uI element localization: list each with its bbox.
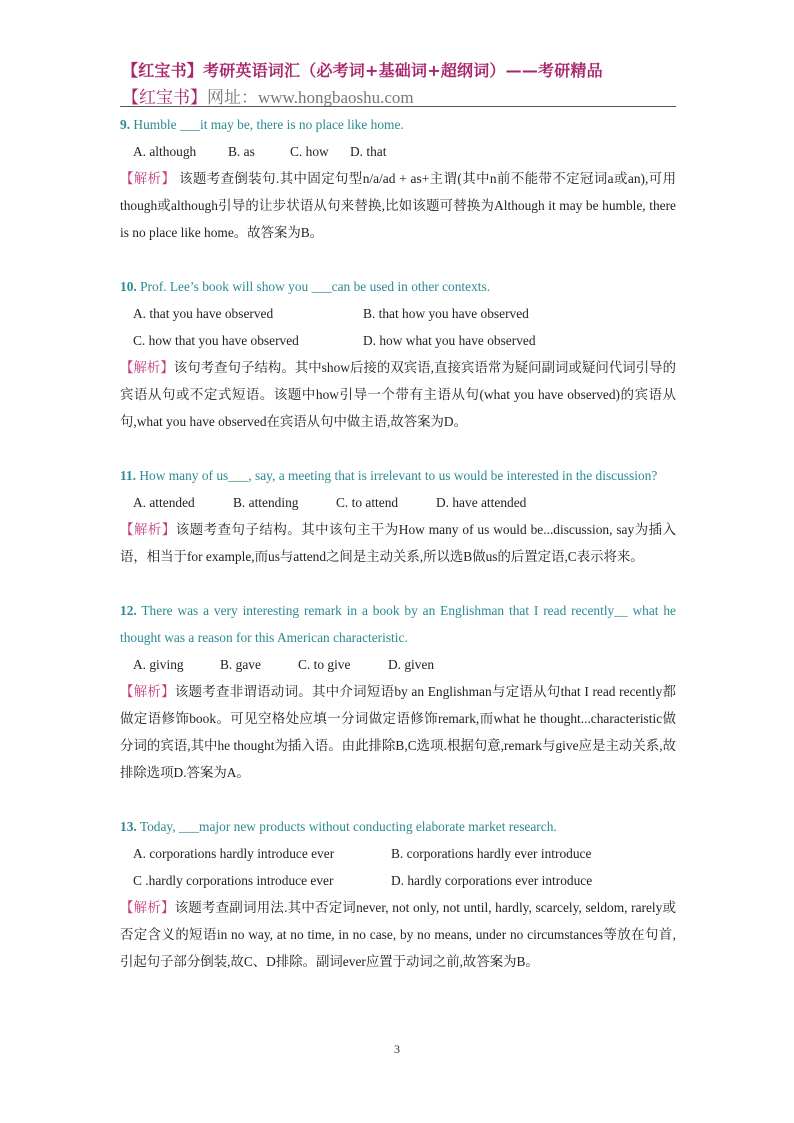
question-10 <box>120 273 676 435</box>
question-number: 11. <box>120 468 136 483</box>
analysis-text: 该题考查句子结构。其中该句主干为How many of us would be...discussion, say为插入语，相当于for example,而us与attend之间是主动关系,所以选B做us的后置定语,C表示将来。 <box>120 522 676 564</box>
analysis-text: 该句考查句子结构。其中show后接的双宾语,直接宾语常为疑问副词或疑问代词引导的宾语从句或不定式短语。该题中how引导一个带有主语从句(what you have observed)的宾语从句,what you have observed在宾语从句中做主语,故答案为D。 <box>120 360 676 429</box>
analysis <box>120 165 676 246</box>
question-number: 12. <box>120 603 137 618</box>
analysis-text: 该题考查副词用法.其中否定词never, not only, not until, hardly, scarcely, seldom, rarely或否定含义的短语in no way, at no time, in no case, by no means, under no circumstances等放在句首,引起句子部分倒装,故C、D排除。副词ever应置于动词之前,故答案为B。 <box>120 900 677 969</box>
analysis <box>120 894 676 975</box>
analysis-tag: 【解析】 <box>120 171 176 186</box>
option-c: C. to attend <box>336 495 399 510</box>
url-label: 网址： <box>207 88 258 107</box>
question-text: Humble ___it may be, there is no place like home. <box>133 117 404 132</box>
analysis-text: 该题考查倒装句.其中固定句型n/a/ad + as+主谓(其中n前不能带不定冠词a或an),可用though或although引导的让步状语从句来替换,比如该题可替换为Although it may be humble, there is no place like home。故答案为B。 <box>120 171 676 240</box>
question-11 <box>120 462 676 570</box>
option-a: A. although <box>133 144 197 159</box>
analysis <box>120 354 676 435</box>
analysis-tag: 【解析】 <box>120 684 175 699</box>
option-a: A. giving <box>133 657 184 672</box>
question-12 <box>120 597 676 786</box>
analysis <box>120 678 676 786</box>
analysis-tag: 【解析】 <box>120 522 176 537</box>
analysis-text: 该题考查非谓语动词。其中介词短语by an Englishman与定语从句that I read recently都做定语修饰book。可见空格处应填一分词做定语修饰remark,而what he thought...characteristic做分词的宾语,其中he thought为插入语。由此排除B,C选项.根据句意,remark与give应是主动关系,故排除选项D.答案为A。 <box>120 684 676 780</box>
question-number: 10. <box>120 279 137 294</box>
option-d: D. have attended <box>436 495 527 510</box>
question-stem <box>120 273 676 300</box>
analysis <box>120 516 676 570</box>
option-b: B. corporations hardly ever introduce <box>391 846 592 861</box>
question-stem <box>120 597 676 651</box>
question-text: Prof. Lee’s book will show you ___can be used in other contexts. <box>140 279 491 294</box>
option-d: D. that <box>350 144 387 159</box>
question-13 <box>120 813 676 975</box>
option-b: B. as <box>228 144 255 159</box>
question-number: 13. <box>120 819 137 834</box>
option-b: B. attending <box>233 495 299 510</box>
analysis-tag: 【解析】 <box>120 360 174 375</box>
option-c: C. how <box>290 144 329 159</box>
question-list <box>120 111 676 975</box>
option-d: D. how what you have observed <box>363 333 536 348</box>
option-d: D. hardly corporations ever introduce <box>391 873 593 888</box>
option-b: B. gave <box>220 657 261 672</box>
option-b: B. that how you have observed <box>363 306 529 321</box>
options-row <box>120 867 676 894</box>
question-stem <box>120 813 676 840</box>
options-row <box>120 840 676 867</box>
analysis-tag: 【解析】 <box>120 900 175 915</box>
option-c: C. how that you have observed <box>133 333 299 348</box>
header-title: 【红宝书】考研英语词汇（必考词+基础词+超纲词）——考研精品 <box>122 61 603 80</box>
question-text: Today, ___major new products without conducting elaborate market research. <box>139 819 557 834</box>
option-c: C. to give <box>298 657 351 672</box>
options-row <box>120 651 676 678</box>
options-row <box>120 300 676 327</box>
page-number: 3 <box>394 1042 400 1056</box>
header-divider <box>120 106 676 107</box>
options-row <box>120 327 676 354</box>
question-stem <box>120 462 676 489</box>
options-row <box>120 138 676 165</box>
option-c: C .hardly corporations introduce ever <box>133 873 334 888</box>
option-a: A. corporations hardly introduce ever <box>133 846 335 861</box>
website-url[interactable]: www.hongbaoshu.com <box>258 88 414 107</box>
question-text: How many of us___, say, a meeting that is irrelevant to us would be interested in the discussion? <box>139 468 658 483</box>
question-stem <box>120 111 676 138</box>
options-row <box>120 489 676 516</box>
brand-label: 【红宝书】 <box>122 88 207 107</box>
option-d: D. given <box>388 657 435 672</box>
option-a: A. that you have observed <box>133 306 274 321</box>
question-text: There was a very interesting remark in a book by an Englishman that I read recently__ what he thought was a reason for this American characteristic. <box>120 603 676 645</box>
question-number: 9. <box>120 117 131 132</box>
question-9 <box>120 111 676 246</box>
header-website <box>122 83 414 108</box>
option-a: A. attended <box>133 495 195 510</box>
